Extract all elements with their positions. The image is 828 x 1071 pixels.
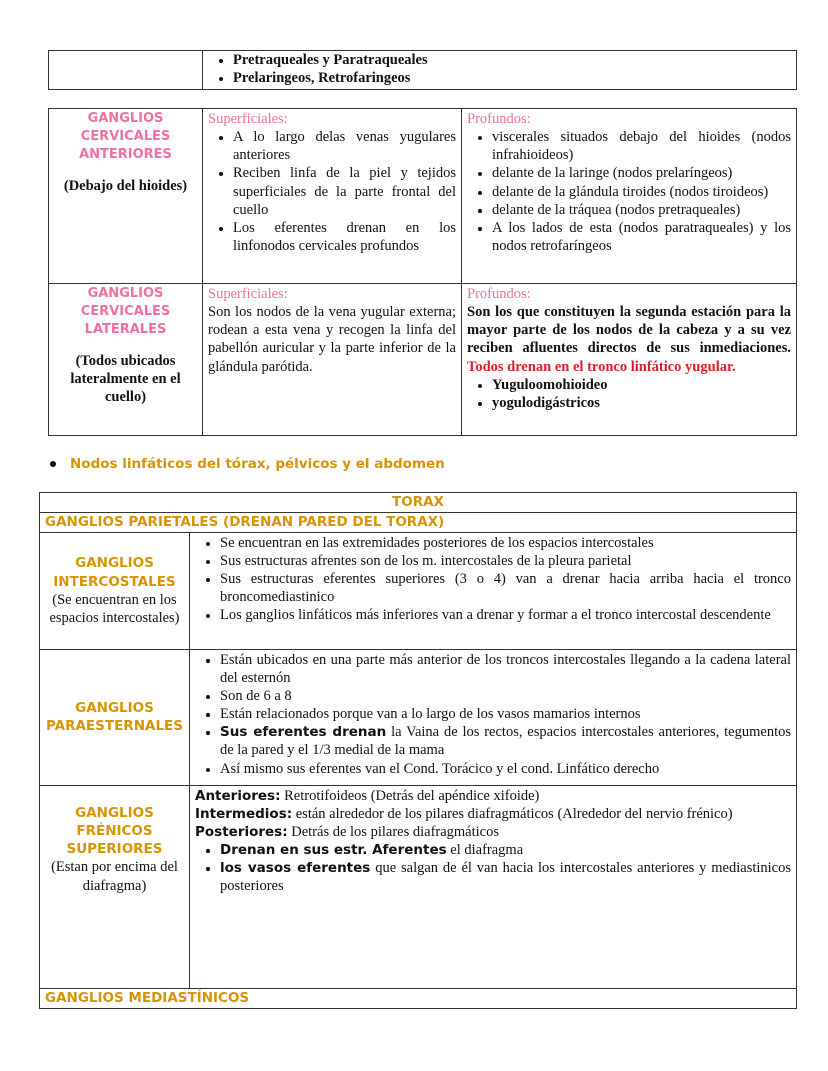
list-item: • A lo largo delas venas yugulares anteriores [233,128,456,164]
laterales-sup-cell [203,284,462,436]
intercostales-content [190,532,797,649]
list-item: • Son de 6 a 8 [220,687,791,705]
section-title [50,456,445,473]
paraesternales-title: GANGLIOS PARAESTERNALES [45,700,183,735]
prof-heading: Profundos: [467,111,531,127]
sup-text: Son los nodos de la vena yugular externa; rodean a esta vena y recogen la linfa del pabellón auricular y la parte inferior de la glándula parótida. [208,304,456,375]
frenicos-content [190,785,797,988]
intercostales-title: GANGLIOS INTERCOSTALES [53,555,176,590]
empty-cell [49,51,203,90]
paraesternales-label-cell [40,649,190,785]
mediastinicos-header: GANGLIOS MEDIASTÍNICOS [40,988,797,1008]
table-top [48,50,797,90]
section-title-text: Nodos linfáticos del tórax, pélvicos y el abdomen [70,456,445,472]
list-item: • A los lados de esta (nodos paratraqueales) y los nodos retrofaríngeos [492,219,791,255]
prof-red-text: Todos drenan en el tronco linfático yugular. [467,358,736,375]
sup-heading: Superficiales: [208,286,288,302]
paraesternales-content [190,649,797,785]
eferentes-bold: Sus eferentes drenan [220,724,387,741]
list-item [220,841,791,859]
posteriores-text: Detrás de los pilares diafragmáticos [291,824,500,840]
parietales-header: GANGLIOS PARIETALES (DRENAN PARED DEL TORAX) [40,512,797,532]
frenicos-note: (Estan por encima del diafragma) [51,859,178,894]
prof-text: Son los que constituyen la segunda estación para la mayor parte de los nodos de la cabeza y a su vez reciben afluentes directos de sus inmediaciones. [467,304,791,357]
anteriores-label-cell [49,109,203,284]
laterales-prof-cell [462,284,797,436]
list-item: • Los ganglios linfáticos más inferiores van a drenar y formar a el tronco intercostal descendente [220,606,791,624]
list-item: • Pretraqueales y Paratraqueales [233,51,791,69]
list-item: • Yuguloomohioideo [492,376,791,394]
list-item: • delante de la glándula tiroides (nodos tiroideos) [492,183,791,201]
list-item: • Así mismo sus eferentes van el Cond. Torácico y el cond. Linfático derecho [220,760,791,778]
vasos-bold: los vasos eferentes [220,860,371,877]
intercostales-label-cell [40,532,190,649]
list-item: • yogulodigástricos [492,394,791,412]
list-item: • Se encuentran en las extremidades posteriores de los espacios intercostales [220,534,791,552]
intermedios-label: Intermedios: [195,805,293,822]
anteriores-prof-cell [462,109,797,284]
eferentes-text: la Vaina de los rectos, espacios intercostales anteriores, tegumentos de la pared y el 1/3 medial de la mama [220,724,791,759]
drenan-text: el diafragma [450,842,524,859]
list-item [220,723,791,759]
drenan-bold: Drenan en sus estr. Aferentes [220,842,447,859]
anteriores-note: (Debajo del hioides) [63,177,188,194]
list-item [220,859,791,895]
laterales-label-cell [49,284,203,436]
posteriores-label: Posteriores: [195,824,288,840]
vasos-text: que salgan de él van hacia los intercostales anteriores y mediastinicos posteriores [220,860,792,895]
top-items-cell [203,51,797,90]
intercostales-note: (Se encuentran en los espacios intercostales) [49,591,180,626]
anteriores-text: Retrotifoideos (Detrás del apéndice xifoide) [284,787,540,804]
list-item: • Sus estructuras afrentes son de los m. intercostales de la pleura parietal [220,552,791,570]
table-cervical [48,108,797,436]
list-item: • viscerales situados debajo del hioides (nodos infrahioideos) [492,128,791,164]
laterales-title: GANGLIOS CERVICALES LATERALES [80,286,171,338]
list-item: • Están ubicados en una parte más anterior de los troncos intercostales llegando a la cadena lateral del esternón [220,651,791,687]
prof-heading: Profundos: [467,286,531,302]
list-item: • delante de la tráquea (nodos pretraqueales) [492,201,791,219]
bullet-icon [50,461,56,467]
sup-heading: Superficiales: [208,111,288,127]
anteriores-sup-cell [203,109,462,284]
anteriores-title: GANGLIOS CERVICALES ANTERIORES [79,111,172,163]
frenicos-title: GANGLIOS FRÉNICOS SUPERIORES [66,804,163,858]
frenicos-label-cell [40,785,190,988]
list-item: • Prelaringeos, Retrofaringeos [233,69,791,87]
list-item: • Están relacionados porque van a lo largo de los vasos mamarios internos [220,705,791,723]
table-torax [39,492,797,1009]
laterales-note: (Todos ubicados lateralmente en el cuello) [70,352,181,405]
list-item: • delante de la laringe (nodos prelaríngeos) [492,164,791,182]
list-item: • Reciben linfa de la piel y tejidos superficiales de la parte frontal del cuello [233,164,456,218]
torax-header: TORAX [40,493,797,513]
list-item: • Los eferentes drenan en los linfonodos cervicales profundos [233,219,456,255]
intermedios-text: están alrededor de los pilares diafragmáticos (Alrededor del nervio frénico) [295,805,733,822]
anteriores-label: Anteriores: [195,787,281,804]
list-item: • Sus estructuras eferentes superiores (3 o 4) van a drenar hacia arriba hacia el tronco broncomediastinico [220,570,791,606]
